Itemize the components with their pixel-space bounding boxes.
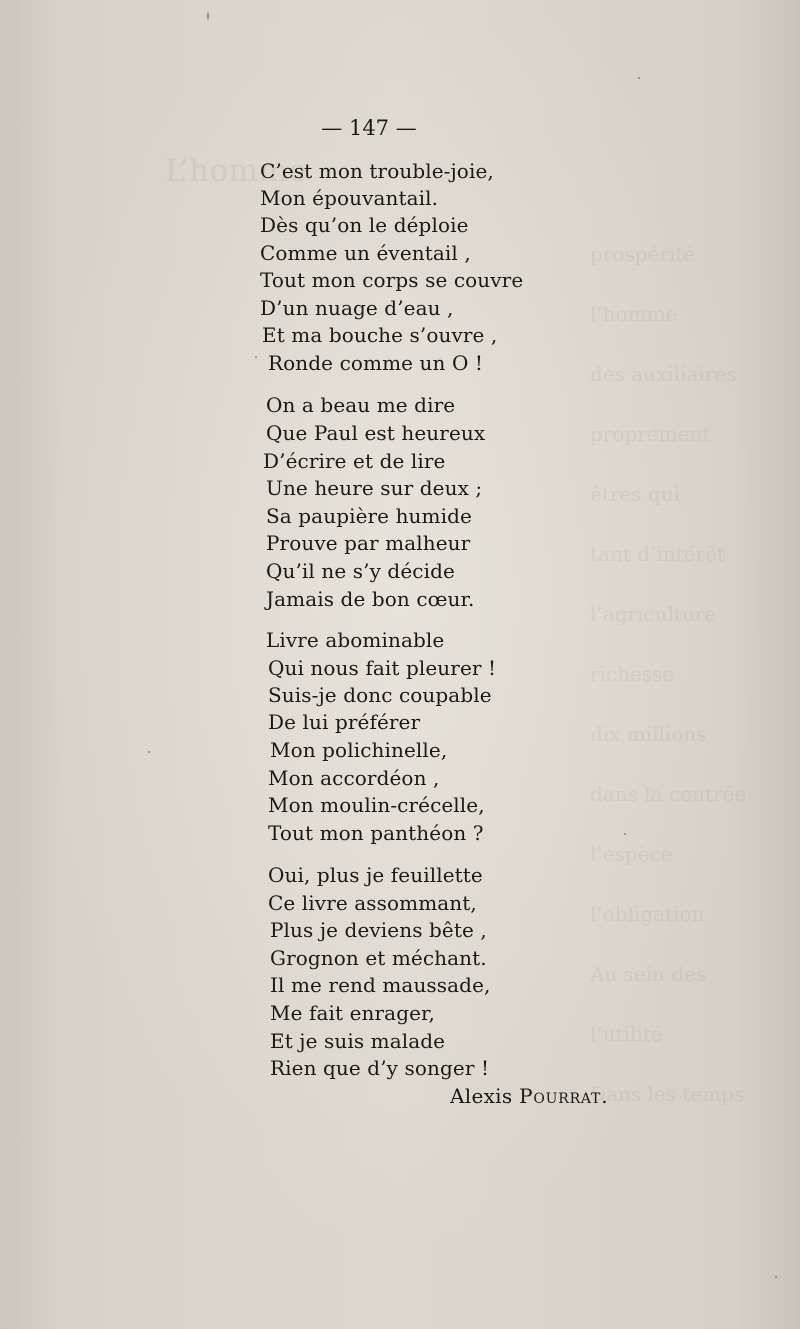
poem-line: Sa paupière humide xyxy=(266,504,472,528)
paper-speck xyxy=(148,751,150,753)
poem-line: Ce livre assommant, xyxy=(268,891,477,915)
paper-speck xyxy=(207,12,209,20)
poem-line: Une heure sur deux ; xyxy=(266,476,483,500)
poem-line: Dès qu’on le déploie xyxy=(260,213,469,237)
poem-line: Qui nous fait pleurer ! xyxy=(268,656,497,680)
poem-line: Qu’il ne s’y décide xyxy=(266,559,455,583)
poem-line: D’un nuage d’eau , xyxy=(260,296,454,320)
show-through-line: dans la contrée xyxy=(590,782,747,806)
poem-line: Et ma bouche s’ouvre , xyxy=(262,323,498,347)
poem-line: Que Paul est heureux xyxy=(266,421,486,445)
author-signature xyxy=(450,1082,608,1110)
poem-line: Me fait enrager, xyxy=(270,1001,435,1025)
show-through-line: l’obligation xyxy=(590,902,705,926)
poem-line: Suis-je donc coupable xyxy=(268,683,492,707)
show-through-line: l’espèce xyxy=(590,842,673,866)
show-through-line: l’homme xyxy=(590,302,678,326)
show-through-line: Dans les temps xyxy=(590,1082,745,1106)
poem-line: C’est mon trouble-joie, xyxy=(260,159,494,183)
poem-line: Prouve par malheur xyxy=(266,531,471,555)
page-number: — 147 — xyxy=(321,116,417,140)
show-through-line: des auxiliaires xyxy=(590,362,737,386)
paper-speck xyxy=(638,77,640,79)
poem-line: Plus je deviens bête , xyxy=(270,918,487,942)
poem-line: Et je suis malade xyxy=(270,1029,446,1053)
poem-line: Mon épouvantail. xyxy=(260,186,439,210)
poem-line: Jamais de bon cœur. xyxy=(266,587,475,611)
poem-line: Livre abominable xyxy=(266,628,445,652)
poem-line: Tout mon panthéon ? xyxy=(268,821,484,845)
show-through-line: dix millions xyxy=(590,722,707,746)
poem-line: On a beau me dire xyxy=(266,393,456,417)
poem-line: Oui, plus je feuillette xyxy=(268,863,483,887)
poem-line: Mon moulin-crécelle, xyxy=(268,793,485,817)
poem-line: Tout mon corps se couvre xyxy=(260,268,524,292)
author-last-name: Pourrat. xyxy=(519,1084,609,1108)
paper-speck xyxy=(775,1276,777,1278)
show-through-line: l’agriculture xyxy=(590,602,717,626)
poem-line: Il me rend maussade, xyxy=(270,973,491,997)
paper-speck xyxy=(255,356,257,358)
show-through-line: prospérité xyxy=(590,242,696,266)
show-through-line: Au sein des xyxy=(590,962,707,986)
paper-speck xyxy=(624,833,626,835)
poem-line: Rien que d’y songer ! xyxy=(270,1056,490,1080)
show-through-line: tant d’intérêt xyxy=(590,542,725,566)
poem-line: Comme un éventail , xyxy=(260,241,471,265)
poem-line: De lui préférer xyxy=(268,710,421,734)
show-through-line: êtres qui xyxy=(590,482,680,506)
poem-line: D’écrire et de lire xyxy=(263,449,446,473)
show-through-line: richesse xyxy=(590,662,675,686)
author-first-name: Alexis xyxy=(450,1084,513,1108)
show-through-line: l’utilité xyxy=(590,1022,663,1046)
poem-line: Mon polichinelle, xyxy=(270,738,448,762)
show-through-heading: L’homme xyxy=(165,153,308,189)
poem-line: Mon accordéon , xyxy=(268,766,440,790)
poem-line: Ronde comme un O ! xyxy=(268,351,484,375)
poem-line: Grognon et méchant. xyxy=(270,946,487,970)
show-through-line: proprement xyxy=(590,422,711,446)
